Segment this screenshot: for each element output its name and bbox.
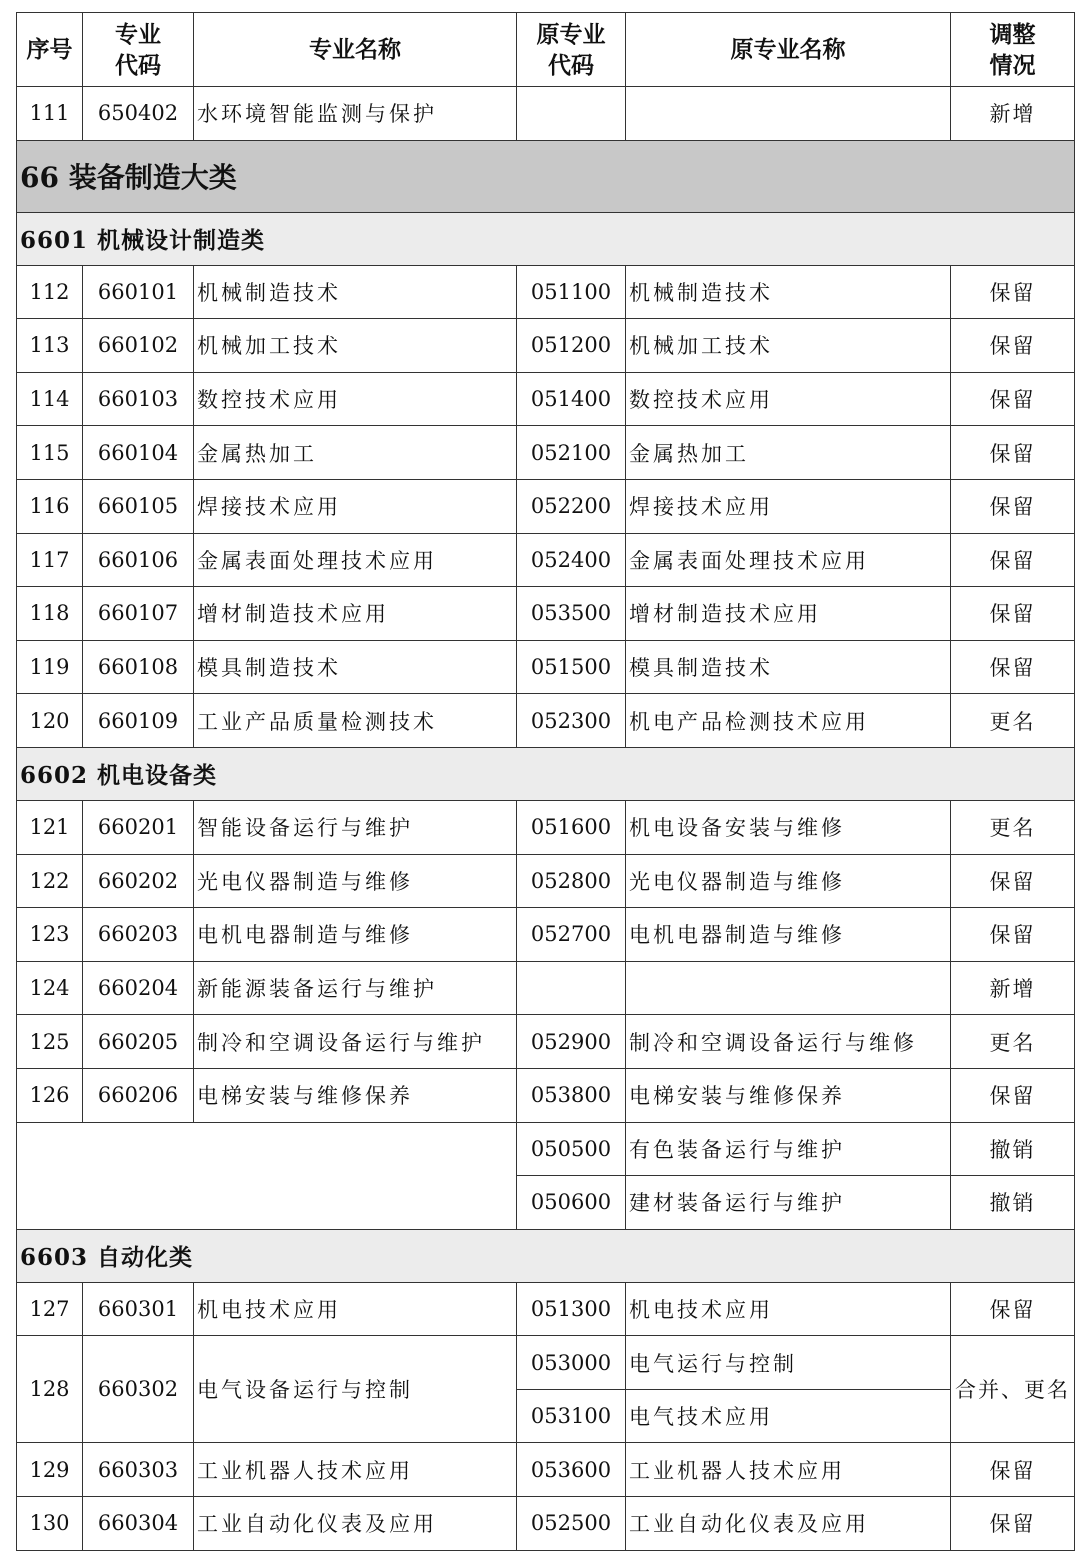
cell-name: 金属热加工 [194,426,517,480]
cell-seq: 113 [17,319,83,373]
table-row [17,694,1075,748]
cell-name: 水环境智能监测与保护 [194,87,517,141]
category-row [17,212,1075,265]
cell-code: 660201 [83,800,194,854]
cell-orig-code: 051300 [517,1282,626,1336]
cell-seq: 130 [17,1497,83,1551]
cell-code: 660108 [83,640,194,694]
cell-status: 新增 [951,961,1075,1015]
table-row [17,426,1075,480]
cell-orig-name: 电机电器制造与维修 [626,908,951,962]
cell-code: 660202 [83,854,194,908]
cell-status: 更名 [951,694,1075,748]
cell-status: 保留 [951,1443,1075,1497]
cell-status: 保留 [951,265,1075,319]
cell-status: 合并、更名 [951,1336,1075,1443]
cell-code: 660204 [83,961,194,1015]
table-row [17,1015,1075,1069]
header-code: 专业代码 [83,13,194,87]
table-row [17,1443,1075,1497]
cell-status: 保留 [951,854,1075,908]
cell-seq: 122 [17,854,83,908]
cell-orig-name: 电梯安装与维修保养 [626,1068,951,1122]
cell-orig-name: 机电产品检测技术应用 [626,694,951,748]
cell-seq: 115 [17,426,83,480]
cell-seq: 117 [17,533,83,587]
cell-orig-code: 052900 [517,1015,626,1069]
major-category-title: 66 装备制造大类 [17,140,1075,212]
cell-orig-code: 052500 [517,1497,626,1551]
cell-name: 制冷和空调设备运行与维护 [194,1015,517,1069]
header-seq: 序号 [17,13,83,87]
cell-orig-name [626,87,951,141]
cell-orig-name: 机电技术应用 [626,1282,951,1336]
cell-orig-code: 050500 [517,1122,626,1176]
cell-orig-code: 051600 [517,800,626,854]
cell-status: 保留 [951,1068,1075,1122]
table-row-revoked [17,1122,1075,1176]
cell-orig-name: 工业自动化仪表及应用 [626,1497,951,1551]
cell-orig-code: 052700 [517,908,626,962]
cell-orig-name: 焊接技术应用 [626,479,951,533]
table-row [17,961,1075,1015]
cell-seq: 123 [17,908,83,962]
cell-orig-name: 机械制造技术 [626,265,951,319]
cell-status: 保留 [951,426,1075,480]
cell-status: 新增 [951,87,1075,141]
cell-seq: 116 [17,479,83,533]
cell-code: 660303 [83,1443,194,1497]
category-row [17,1229,1075,1282]
cell-code: 660103 [83,372,194,426]
cell-orig-name: 工业机器人技术应用 [626,1443,951,1497]
cell-orig-code: 053600 [517,1443,626,1497]
cell-name: 机电技术应用 [194,1282,517,1336]
cell-name: 机械制造技术 [194,265,517,319]
cell-status: 保留 [951,372,1075,426]
cell-name: 机械加工技术 [194,319,517,373]
cell-code: 660104 [83,426,194,480]
cell-status: 保留 [951,587,1075,641]
category-title: 6603 自动化类 [17,1229,1075,1282]
category-title: 6602 机电设备类 [17,747,1075,800]
cell-orig-code: 053100 [517,1389,626,1443]
cell-seq: 127 [17,1282,83,1336]
cell-orig-code: 052200 [517,479,626,533]
cell-seq: 114 [17,372,83,426]
cell-status: 保留 [951,533,1075,587]
header-orig-code: 原专业代码 [517,13,626,87]
cell-name: 新能源装备运行与维护 [194,961,517,1015]
cell-status: 保留 [951,319,1075,373]
cell-status: 保留 [951,1282,1075,1336]
table-row [17,800,1075,854]
cell-orig-name: 有色装备运行与维护 [626,1122,951,1176]
cell-seq: 111 [17,87,83,141]
table-row [17,1497,1075,1551]
category-title: 6601 机械设计制造类 [17,212,1075,265]
cell-name: 焊接技术应用 [194,479,517,533]
cell-name: 工业机器人技术应用 [194,1443,517,1497]
cell-seq: 121 [17,800,83,854]
cell-status: 更名 [951,800,1075,854]
cell-seq: 129 [17,1443,83,1497]
cell-name: 工业产品质量检测技术 [194,694,517,748]
cell-name: 电气设备运行与控制 [194,1336,517,1443]
cell-orig-name: 机械加工技术 [626,319,951,373]
cell-name: 电机电器制造与维修 [194,908,517,962]
cell-seq: 126 [17,1068,83,1122]
cell-orig-code: 052800 [517,854,626,908]
cell-orig-name: 增材制造技术应用 [626,587,951,641]
cell-status: 撤销 [951,1176,1075,1230]
cell-name: 金属表面处理技术应用 [194,533,517,587]
cell-status: 保留 [951,479,1075,533]
cell-orig-name: 模具制造技术 [626,640,951,694]
cell-orig-code: 051500 [517,640,626,694]
cell-orig-code: 051200 [517,319,626,373]
table-row [17,908,1075,962]
header-name: 专业名称 [194,13,517,87]
table-row [17,265,1075,319]
cell-orig-code: 053000 [517,1336,626,1390]
cell-orig-name: 制冷和空调设备运行与维修 [626,1015,951,1069]
category-row [17,747,1075,800]
cell-name: 电梯安装与维修保养 [194,1068,517,1122]
cell-orig-code [517,961,626,1015]
cell-status: 保留 [951,908,1075,962]
table-row [17,319,1075,373]
cell-orig-name: 光电仪器制造与维修 [626,854,951,908]
cell-orig-code: 052400 [517,533,626,587]
table-header [17,13,1075,87]
cell-seq: 112 [17,265,83,319]
cell-code: 660107 [83,587,194,641]
cell-empty [17,1122,517,1229]
cell-name: 光电仪器制造与维修 [194,854,517,908]
cell-orig-name: 金属热加工 [626,426,951,480]
cell-orig-code: 052100 [517,426,626,480]
cell-seq: 120 [17,694,83,748]
cell-status: 保留 [951,640,1075,694]
cell-orig-name: 数控技术应用 [626,372,951,426]
cell-code: 660206 [83,1068,194,1122]
table-row [17,533,1075,587]
table-row [17,587,1075,641]
cell-name: 模具制造技术 [194,640,517,694]
cell-name: 数控技术应用 [194,372,517,426]
cell-orig-name [626,961,951,1015]
header-status: 调整情况 [951,13,1075,87]
cell-orig-code: 051400 [517,372,626,426]
cell-seq: 118 [17,587,83,641]
cell-seq: 119 [17,640,83,694]
cell-status: 保留 [951,1497,1075,1551]
cell-code: 650402 [83,87,194,141]
cell-orig-code: 053800 [517,1068,626,1122]
table-row [17,1068,1075,1122]
cell-code: 660304 [83,1497,194,1551]
cell-orig-code: 051100 [517,265,626,319]
cell-code: 660105 [83,479,194,533]
header-orig-name: 原专业名称 [626,13,951,87]
cell-status: 更名 [951,1015,1075,1069]
cell-seq: 125 [17,1015,83,1069]
table-row [17,854,1075,908]
cell-name: 工业自动化仪表及应用 [194,1497,517,1551]
table-row [17,640,1075,694]
cell-code: 660109 [83,694,194,748]
table-row [17,479,1075,533]
major-category-row [17,140,1075,212]
cell-orig-code: 050600 [517,1176,626,1230]
cell-seq: 124 [17,961,83,1015]
table-row [17,372,1075,426]
cell-code: 660106 [83,533,194,587]
specialty-table [16,12,1075,1551]
cell-orig-code: 052300 [517,694,626,748]
cell-orig-name: 电气技术应用 [626,1389,951,1443]
table-row [17,1336,1075,1390]
cell-code: 660301 [83,1282,194,1336]
cell-orig-code [517,87,626,141]
cell-orig-name: 电气运行与控制 [626,1336,951,1390]
table-row [17,1282,1075,1336]
cell-seq: 128 [17,1336,83,1443]
cell-code: 660302 [83,1336,194,1443]
cell-orig-name: 金属表面处理技术应用 [626,533,951,587]
cell-orig-code: 053500 [517,587,626,641]
cell-code: 660102 [83,319,194,373]
cell-code: 660205 [83,1015,194,1069]
cell-name: 智能设备运行与维护 [194,800,517,854]
cell-status: 撤销 [951,1122,1075,1176]
cell-name: 增材制造技术应用 [194,587,517,641]
cell-orig-name: 建材装备运行与维护 [626,1176,951,1230]
cell-code: 660203 [83,908,194,962]
cell-code: 660101 [83,265,194,319]
table-row [17,87,1075,141]
cell-orig-name: 机电设备安装与维修 [626,800,951,854]
